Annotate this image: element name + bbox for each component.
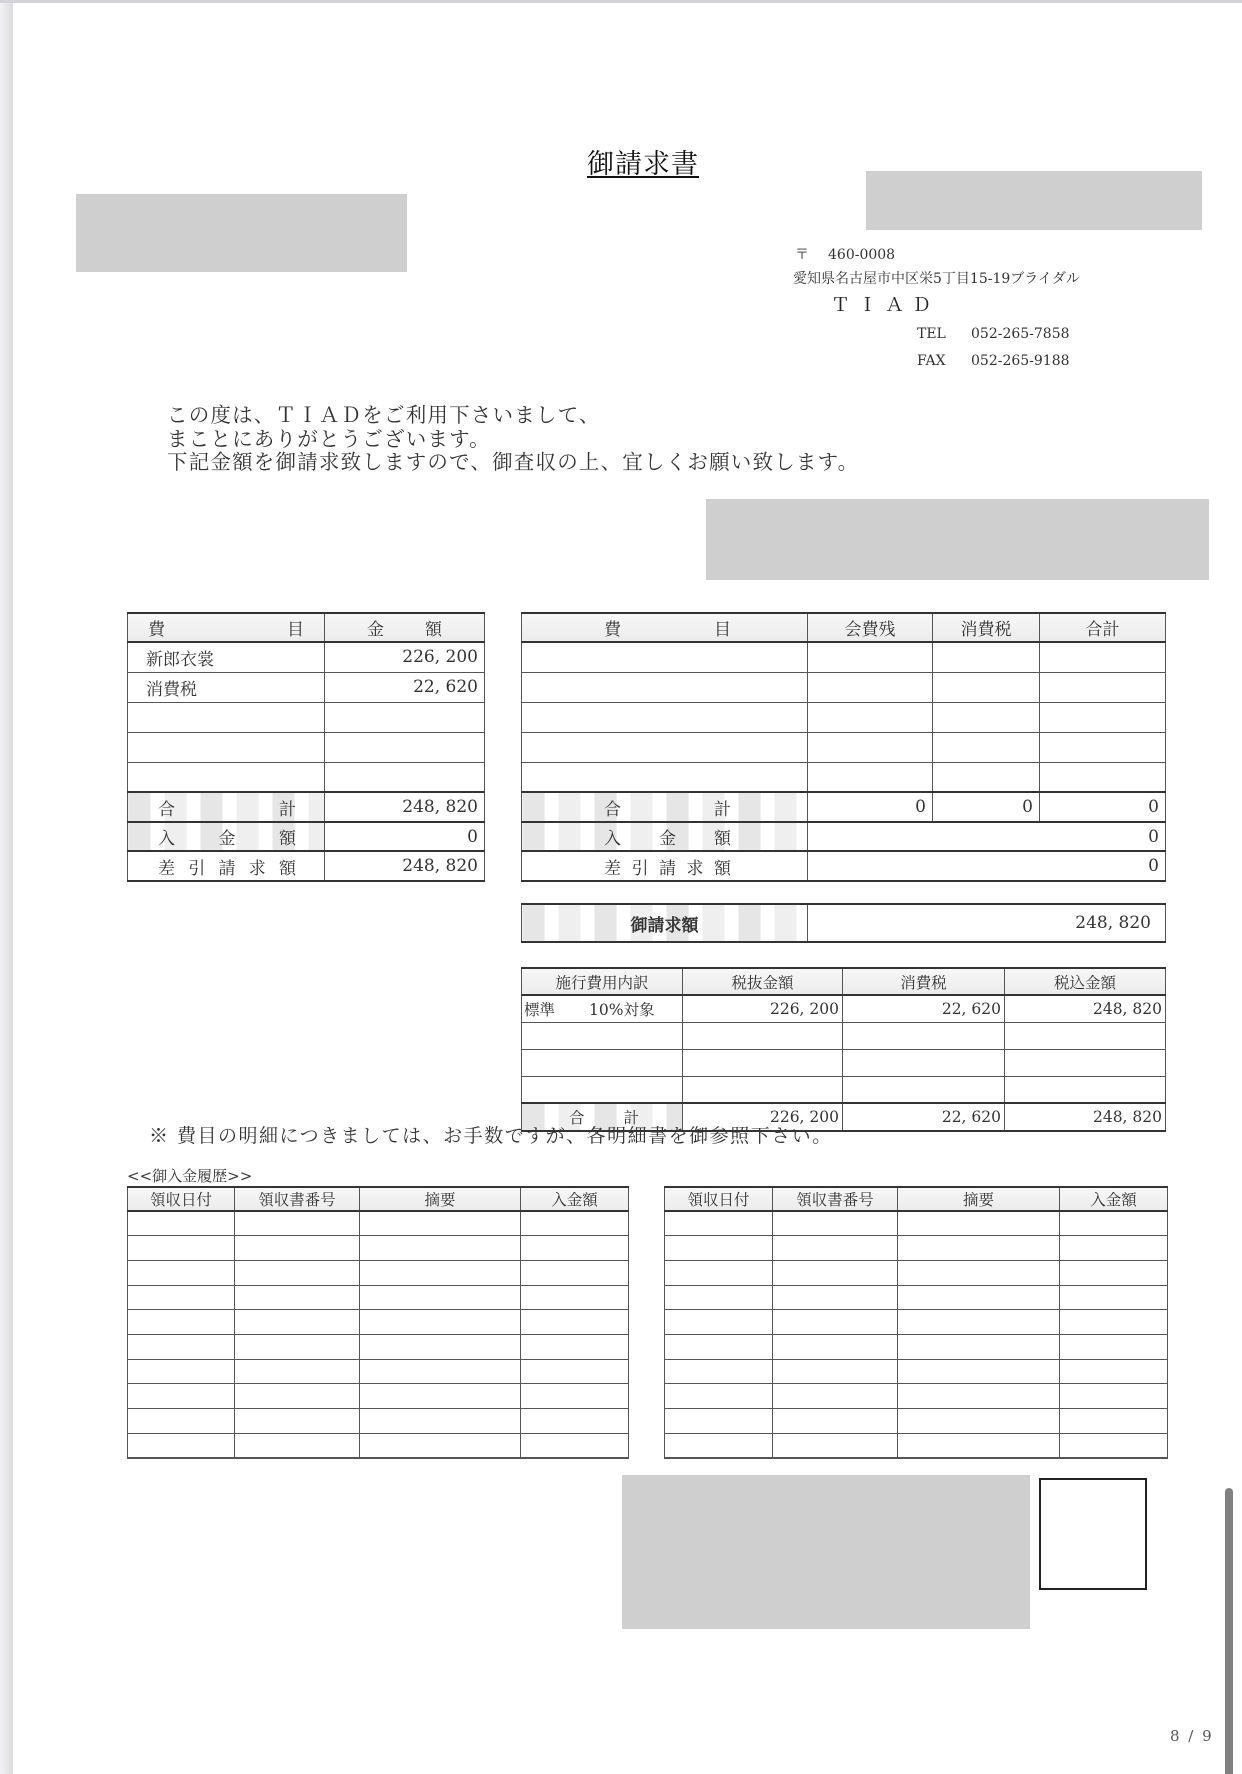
table-row bbox=[522, 1076, 1166, 1103]
header-item bbox=[128, 613, 325, 642]
sender-company: ＴＩＡＤ bbox=[831, 294, 940, 316]
payment-row bbox=[665, 1310, 1168, 1335]
balance-label bbox=[522, 851, 808, 881]
cell bbox=[933, 702, 1040, 732]
paid-label bbox=[522, 822, 808, 851]
payment-cell bbox=[360, 1334, 521, 1359]
cell bbox=[522, 762, 808, 792]
header-amount-char: 金 bbox=[367, 620, 384, 640]
page-indicator: 8 / 9 bbox=[1170, 1727, 1214, 1745]
payment-row bbox=[665, 1260, 1168, 1285]
table-row bbox=[522, 1049, 1166, 1076]
cell bbox=[522, 702, 808, 732]
cell bbox=[808, 732, 933, 762]
payment-cell bbox=[128, 1310, 235, 1335]
payment-history-label: <<御入金履歴>> bbox=[127, 1167, 253, 1185]
header-tax: 消費税 bbox=[933, 613, 1040, 642]
header-item-char: 目 bbox=[714, 620, 731, 640]
payment-cell bbox=[773, 1310, 898, 1335]
payment-cell bbox=[773, 1334, 898, 1359]
payment-cell bbox=[898, 1384, 1060, 1409]
header-fee-balance: 会費残 bbox=[808, 613, 933, 642]
cell bbox=[522, 672, 808, 702]
payment-cell bbox=[235, 1236, 360, 1261]
payment-cell bbox=[360, 1211, 521, 1236]
cell bbox=[808, 642, 933, 672]
payment-cell bbox=[773, 1236, 898, 1261]
payment-row bbox=[128, 1334, 629, 1359]
payment-cell bbox=[1060, 1334, 1168, 1359]
payment-cell bbox=[665, 1384, 773, 1409]
paid-row bbox=[522, 822, 1166, 851]
scrollbar-thumb[interactable] bbox=[1225, 1488, 1233, 1774]
item-cell bbox=[128, 762, 325, 792]
cell bbox=[933, 642, 1040, 672]
cell bbox=[808, 702, 933, 732]
payment-cell bbox=[773, 1211, 898, 1236]
details-notice: ※ 費目の明細につきましては、お手数ですが、各明細書を御参照下さい。 bbox=[149, 1125, 833, 1147]
payment-cell bbox=[235, 1359, 360, 1384]
cell bbox=[1005, 1076, 1166, 1103]
greeting-line: 下記金額を御請求致しますので、御査収の上、宜しくお願い致します。 bbox=[167, 450, 860, 474]
cell bbox=[843, 1076, 1005, 1103]
payment-cell bbox=[1060, 1310, 1168, 1335]
payment-cell bbox=[665, 1211, 773, 1236]
header-receipt-date: 領収日付 bbox=[665, 1187, 773, 1211]
cell bbox=[522, 732, 808, 762]
payment-cell bbox=[1060, 1236, 1168, 1261]
label-char: 求 bbox=[686, 858, 704, 879]
payment-cell bbox=[1060, 1285, 1168, 1310]
table-row bbox=[522, 995, 1166, 1022]
viewer-left-margin bbox=[0, 0, 13, 1774]
greeting-line: この度は、ＴＩＡＤをご利用下さいまして、 bbox=[167, 403, 601, 427]
header-excl: 税抜金額 bbox=[683, 968, 843, 995]
cell bbox=[1040, 762, 1166, 792]
cell bbox=[808, 672, 933, 702]
payment-history-table-right bbox=[664, 1186, 1168, 1459]
payment-cell bbox=[360, 1310, 521, 1335]
payment-cell bbox=[898, 1236, 1060, 1261]
payment-cell bbox=[521, 1236, 629, 1261]
cell bbox=[808, 762, 933, 792]
fax-number: 052-265-9188 bbox=[971, 353, 1070, 369]
payment-cell bbox=[235, 1285, 360, 1310]
payment-cell bbox=[665, 1409, 773, 1434]
payment-cell bbox=[235, 1310, 360, 1335]
cell bbox=[522, 1049, 683, 1076]
label-char: 額 bbox=[279, 829, 296, 849]
amount-cell bbox=[325, 762, 485, 792]
payment-row bbox=[665, 1236, 1168, 1261]
payment-cell bbox=[773, 1285, 898, 1310]
payment-row bbox=[665, 1211, 1168, 1236]
cell bbox=[683, 1049, 843, 1076]
payment-cell bbox=[773, 1359, 898, 1384]
payment-cell bbox=[360, 1285, 521, 1310]
payment-cell bbox=[128, 1359, 235, 1384]
payment-cell bbox=[235, 1211, 360, 1236]
table-row bbox=[522, 762, 1166, 792]
label-char: 差 bbox=[604, 858, 621, 879]
total-label bbox=[522, 792, 808, 822]
payment-header-row bbox=[665, 1187, 1168, 1211]
cell bbox=[843, 1022, 1005, 1049]
header-amount bbox=[325, 613, 485, 642]
greeting-line: まことにありがとうございます。 bbox=[167, 426, 491, 451]
label-char: 額 bbox=[279, 858, 296, 879]
payment-cell bbox=[521, 1359, 629, 1384]
amount-cell bbox=[325, 732, 485, 762]
header-payment-amount: 入金額 bbox=[521, 1187, 629, 1211]
payment-cell bbox=[898, 1285, 1060, 1310]
payment-cell bbox=[1060, 1433, 1168, 1458]
payment-cell bbox=[128, 1433, 235, 1458]
payment-cell bbox=[898, 1310, 1060, 1335]
item-cell bbox=[128, 732, 325, 762]
cell bbox=[1040, 642, 1166, 672]
cell bbox=[522, 1022, 683, 1049]
category-cell bbox=[522, 995, 683, 1022]
excl-cell: 226, 200 bbox=[683, 995, 843, 1022]
payment-row bbox=[128, 1310, 629, 1335]
table-row bbox=[522, 702, 1166, 732]
item-cell: 新郎衣裳 bbox=[128, 642, 325, 672]
label-char: 引 bbox=[631, 858, 649, 879]
redacted-bank-info bbox=[622, 1475, 1030, 1629]
label-char: 差 bbox=[158, 858, 175, 879]
charges-header-row bbox=[128, 613, 485, 642]
balance-row bbox=[522, 851, 1166, 881]
membership-table bbox=[521, 612, 1166, 882]
header-description: 摘要 bbox=[898, 1187, 1060, 1211]
tax-header-row bbox=[522, 968, 1166, 995]
header-incl: 税込金額 bbox=[1005, 968, 1166, 995]
cell bbox=[522, 642, 808, 672]
header-item bbox=[522, 613, 808, 642]
payment-row bbox=[665, 1409, 1168, 1434]
payment-row bbox=[128, 1236, 629, 1261]
balance-label bbox=[128, 851, 325, 881]
payment-cell bbox=[898, 1260, 1060, 1285]
header-item-char: 費 bbox=[604, 620, 621, 640]
tax-cell: 22, 620 bbox=[843, 995, 1005, 1022]
payment-row bbox=[665, 1359, 1168, 1384]
charges-table bbox=[127, 612, 485, 882]
payment-cell bbox=[1060, 1384, 1168, 1409]
payment-cell bbox=[128, 1260, 235, 1285]
label-char: 額 bbox=[714, 858, 731, 879]
table-row bbox=[128, 732, 485, 762]
paid-row bbox=[128, 822, 485, 851]
payment-cell bbox=[128, 1334, 235, 1359]
payment-cell bbox=[235, 1433, 360, 1458]
payment-history-table-left bbox=[127, 1186, 629, 1459]
amount-cell: 22, 620 bbox=[325, 672, 485, 702]
payment-row bbox=[128, 1409, 629, 1434]
payment-cell bbox=[1060, 1260, 1168, 1285]
sender-address: 愛知県名古屋市中区栄5丁目15-19ブライダル bbox=[793, 271, 1080, 287]
payment-cell bbox=[665, 1260, 773, 1285]
label-char: 合 bbox=[604, 799, 621, 820]
postal-mark: 〒 bbox=[795, 247, 809, 263]
payment-row bbox=[128, 1433, 629, 1458]
payment-cell bbox=[128, 1409, 235, 1434]
label-char: 合 bbox=[569, 1109, 585, 1127]
total-label bbox=[128, 792, 325, 822]
payment-cell bbox=[898, 1359, 1060, 1384]
total-excl: 226, 200 bbox=[683, 1103, 843, 1131]
label-char: 計 bbox=[623, 1109, 639, 1127]
table-row bbox=[128, 702, 485, 732]
amount-cell bbox=[325, 702, 485, 732]
payment-row bbox=[665, 1384, 1168, 1409]
document-title: 御請求書 bbox=[587, 149, 699, 180]
label-char: 入 bbox=[604, 829, 621, 849]
tel-number: 052-265-7858 bbox=[971, 326, 1070, 342]
tax-breakdown-table bbox=[521, 967, 1166, 1132]
payment-cell bbox=[521, 1334, 629, 1359]
total-tax: 22, 620 bbox=[843, 1103, 1005, 1131]
cell bbox=[683, 1022, 843, 1049]
payment-cell bbox=[665, 1310, 773, 1335]
total-value: 248, 820 bbox=[325, 792, 485, 822]
payment-cell bbox=[898, 1433, 1060, 1458]
table-row bbox=[522, 1022, 1166, 1049]
label-char: 合 bbox=[158, 799, 175, 820]
total-sum: 0 bbox=[1040, 792, 1166, 822]
header-tax: 消費税 bbox=[843, 968, 1005, 995]
header-payment-amount: 入金額 bbox=[1060, 1187, 1168, 1211]
label-char: 計 bbox=[279, 799, 296, 820]
balance-row bbox=[128, 851, 485, 881]
table-row bbox=[522, 642, 1166, 672]
header-item-char: 目 bbox=[287, 620, 304, 640]
redacted-recipient bbox=[76, 194, 407, 272]
payment-cell bbox=[128, 1285, 235, 1310]
payment-cell bbox=[898, 1334, 1060, 1359]
amount-cell: 226, 200 bbox=[325, 642, 485, 672]
table-row bbox=[522, 672, 1166, 702]
paid-value: 0 bbox=[808, 822, 1166, 851]
postal-code: 460-0008 bbox=[828, 247, 896, 263]
cell bbox=[522, 1076, 683, 1103]
table-row bbox=[128, 642, 485, 672]
payment-cell bbox=[360, 1260, 521, 1285]
membership-header-row bbox=[522, 613, 1166, 642]
item-cell bbox=[128, 702, 325, 732]
invoice-total-value: 248, 820 bbox=[808, 904, 1166, 942]
header-receipt-date: 領収日付 bbox=[128, 1187, 235, 1211]
tax-rate: 10%対象 bbox=[589, 1000, 655, 1019]
incl-cell: 248, 820 bbox=[1005, 995, 1166, 1022]
label-char: 引 bbox=[188, 858, 206, 879]
payment-row bbox=[128, 1359, 629, 1384]
viewer-top-margin bbox=[0, 0, 1242, 3]
payment-cell bbox=[521, 1433, 629, 1458]
total-row bbox=[522, 792, 1166, 822]
payment-row bbox=[665, 1334, 1168, 1359]
cell bbox=[843, 1049, 1005, 1076]
payment-cell bbox=[773, 1433, 898, 1458]
cell bbox=[1005, 1022, 1166, 1049]
payment-cell bbox=[360, 1359, 521, 1384]
payment-cell bbox=[773, 1384, 898, 1409]
payment-cell bbox=[1060, 1359, 1168, 1384]
payment-cell bbox=[665, 1359, 773, 1384]
total-tax: 0 bbox=[933, 792, 1040, 822]
tel-label: TEL bbox=[917, 326, 946, 342]
payment-cell bbox=[360, 1409, 521, 1434]
cell bbox=[1040, 732, 1166, 762]
payment-cell bbox=[235, 1409, 360, 1434]
header-description: 摘要 bbox=[360, 1187, 521, 1211]
payment-row bbox=[128, 1384, 629, 1409]
payment-cell bbox=[1060, 1409, 1168, 1434]
payment-row bbox=[128, 1211, 629, 1236]
redacted-issue-info bbox=[866, 171, 1202, 230]
header-receipt-number: 領収書番号 bbox=[773, 1187, 898, 1211]
header-breakdown: 施行費用内訳 bbox=[522, 968, 683, 995]
payment-cell bbox=[521, 1260, 629, 1285]
payment-cell bbox=[898, 1409, 1060, 1434]
payment-cell bbox=[360, 1433, 521, 1458]
payment-cell bbox=[773, 1409, 898, 1434]
payment-cell bbox=[128, 1384, 235, 1409]
payment-row bbox=[128, 1260, 629, 1285]
invoice-total-row bbox=[522, 904, 1166, 942]
payment-row bbox=[128, 1285, 629, 1310]
stamp-box bbox=[1039, 1478, 1147, 1590]
payment-header-row bbox=[128, 1187, 629, 1211]
header-total: 合計 bbox=[1040, 613, 1166, 642]
label-char: 求 bbox=[248, 858, 266, 879]
label-char: 金 bbox=[659, 829, 676, 849]
table-row bbox=[128, 762, 485, 792]
item-cell: 消費税 bbox=[128, 672, 325, 702]
table-row bbox=[522, 732, 1166, 762]
payment-cell bbox=[521, 1285, 629, 1310]
payment-cell bbox=[898, 1211, 1060, 1236]
paid-label bbox=[128, 822, 325, 851]
total-incl: 248, 820 bbox=[1005, 1103, 1166, 1131]
payment-cell bbox=[665, 1285, 773, 1310]
payment-cell bbox=[665, 1334, 773, 1359]
label-char: 金 bbox=[218, 829, 236, 849]
greeting-text bbox=[167, 404, 859, 475]
payment-cell bbox=[235, 1384, 360, 1409]
label-char: 請 bbox=[218, 858, 236, 879]
balance-value: 0 bbox=[808, 851, 1166, 881]
payment-cell bbox=[128, 1211, 235, 1236]
payment-cell bbox=[128, 1236, 235, 1261]
payment-cell bbox=[665, 1433, 773, 1458]
table-row bbox=[128, 672, 485, 702]
fax-label: FAX bbox=[917, 353, 946, 369]
total-fee-balance: 0 bbox=[808, 792, 933, 822]
total-row bbox=[128, 792, 485, 822]
payment-row bbox=[665, 1285, 1168, 1310]
cell bbox=[933, 762, 1040, 792]
cell bbox=[933, 672, 1040, 702]
header-item-char: 費 bbox=[148, 620, 165, 640]
label-char: 入 bbox=[158, 829, 175, 849]
cell bbox=[933, 732, 1040, 762]
payment-cell bbox=[235, 1334, 360, 1359]
payment-cell bbox=[235, 1260, 360, 1285]
cell bbox=[1040, 702, 1166, 732]
payment-cell bbox=[773, 1260, 898, 1285]
label-char: 計 bbox=[714, 799, 731, 820]
cell bbox=[683, 1076, 843, 1103]
category: 標準 bbox=[524, 1000, 556, 1019]
label-char: 請 bbox=[659, 858, 676, 879]
header-amount-char: 額 bbox=[425, 620, 442, 640]
label-char: 額 bbox=[714, 829, 731, 849]
balance-value: 248, 820 bbox=[325, 851, 485, 881]
header-receipt-number: 領収書番号 bbox=[235, 1187, 360, 1211]
payment-cell bbox=[521, 1310, 629, 1335]
cell bbox=[1005, 1049, 1166, 1076]
payment-cell bbox=[1060, 1211, 1168, 1236]
payment-cell bbox=[665, 1236, 773, 1261]
redacted-event-info bbox=[706, 499, 1209, 580]
payment-cell bbox=[521, 1409, 629, 1434]
invoice-total-table bbox=[521, 903, 1166, 943]
payment-cell bbox=[521, 1384, 629, 1409]
invoice-total-label: 御請求額 bbox=[522, 904, 808, 942]
payment-cell bbox=[521, 1211, 629, 1236]
cell bbox=[1040, 672, 1166, 702]
payment-cell bbox=[360, 1236, 521, 1261]
payment-cell bbox=[360, 1384, 521, 1409]
payment-row bbox=[665, 1433, 1168, 1458]
paid-value: 0 bbox=[325, 822, 485, 851]
